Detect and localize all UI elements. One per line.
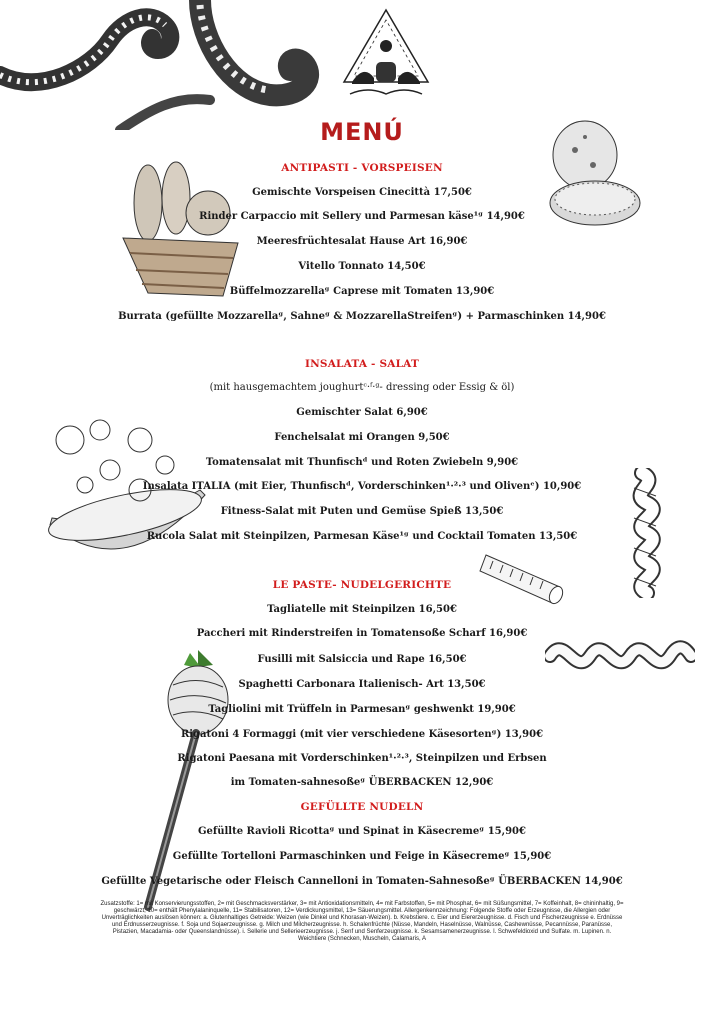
- octopus-tentacles-illustration: [0, 0, 330, 130]
- menu-item: Rigatoni Paesana mit Vorderschinken¹·²·³, Steinpilzen und Erbsen: [177, 753, 547, 764]
- section-heading-paste: LE PASTE- NUDELGERICHTE: [272, 579, 452, 591]
- menu-item: Rigatoni 4 Formaggi (mit vier verschiedene Käsesortenᵍ) 13,90€: [180, 729, 544, 740]
- allergen-footnote: Zusatzstoffe: 1= mit Konservierungsstoffen, 2= mit Geschmacksverstärker, 3= mit Antioxidationsmitteln, 4= mit Farbstoffen, 5= mit Phosphat, 6= mit Süßungsmittel, 7= Koffeinhalt, 8= chininhaltig, 9= geschwärzt, 10= enthält Phenylalaninquelle, 11= Stabilisatoren, 12= Verdickungsmittel, 13= Säuerungsmittel. Allergenkennzeichnung: Folgende Stoffe oder Erzeugnisse, die Allergien oder Unverträglichkeiten auslösen können: a. Glutenhaltiges Getreide: Weizen (wie Dinkel und Khorasan-Weizen). b. Krebstiere. c. Eier und Eiererzeugnisse. d. Fisch und Fischerzeugnisse e. Erdnüsse und Erdnusserzeugnisse. f. Soja und Sojaerzeugnisse. g. Milch und Milcherzeugnisse. h. Schalenfrüchte (Nüsse, Mandeln, Haselnüsse, Walnüsse, Cashewnüsse, Pecannüsse, Paranüsse, Pistazien, Macadamia- oder Queenslandnüsse). i. Sellerie und Sellerieerzeugnisse. j. Senf und Senferzeugnisse. k. Sesamsamenerzeugnisse. l. Schwefeldioxid und Sulfate. m. Lupinen. n. Weichtiere (Schnecken, Muscheln, Calamaris, A: [100, 901, 624, 942]
- rigatoni-illustration: [478, 545, 568, 605]
- restaurant-logo: [338, 6, 434, 100]
- menu-item: Gemischter Salat 6,90€: [296, 407, 428, 418]
- menu-item: Fitness-Salat mit Puten und Gemüse Spieß 13,50€: [220, 506, 504, 517]
- menu-item: im Tomaten-sahnesoßeᵍ ÜBERBACKEN 12,90€: [230, 777, 494, 788]
- menu-item: Insalata ITALIA (mit Eier, Thunfischᵈ, Vorderschinken¹·²·³ und Olivenᵉ) 10,90€: [142, 481, 582, 492]
- menu-item: Gemischte Vorspeisen Cinecittà 17,50€: [252, 187, 472, 198]
- menu-item: Fenchelsalat mi Orangen 9,50€: [274, 432, 450, 443]
- section-note: (mit hausgemachtem joughurtᶜ·ᶠ·ᵍ- dressing oder Essig & öl): [209, 382, 515, 393]
- bread-basket-illustration: [118, 158, 248, 298]
- menu-item: Fusilli mit Salsiccia und Rape 16,50€: [257, 654, 467, 665]
- menu-item: Rucola Salat mit Steinpilzen, Parmesan Käse¹ᵍ und Cocktail Tomaten 13,50€: [146, 531, 578, 542]
- menu-item: Gefüllte Tortelloni Parmaschinken und Feige in Käsecremeᵍ 15,90€: [172, 851, 552, 862]
- menu-title: MENÚ: [320, 118, 404, 146]
- section-heading-insalata: INSALATA - SALAT: [305, 358, 419, 370]
- menu-item: Meeresfrüchtesalat Hause Art 16,90€: [256, 236, 468, 247]
- menu-item: Tagliatelle mit Steinpilzen 16,50€: [267, 604, 457, 615]
- menu-item: Gefüllte Ravioli Ricottaᵍ und Spinat in Käsecremeᵍ 15,90€: [198, 826, 526, 837]
- section-heading-gefuellte: GEFÜLLTE NUDELN: [300, 801, 424, 813]
- menu-item: Büffelmozzarellaᵍ Caprese mit Tomaten 13,90€: [229, 286, 495, 297]
- menu-item: Burrata (gefüllte Mozzarellaᵍ, Sahneᵍ & MozzarellaStreifenᵍ) + Parmaschinken 14,90€: [118, 311, 606, 322]
- menu-item: Gefüllte Vegetarische oder Fleisch Cannelloni in Tomaten-Sahnesoßeᵍ ÜBERBACKEN 14,90€: [101, 876, 623, 887]
- menu-item: Tagliolini mit Trüffeln in Parmesanᵍ geshwenkt 19,90€: [208, 704, 516, 715]
- menu-item: Paccheri mit Rinderstreifen in Tomatensoße Scharf 16,90€: [196, 628, 528, 639]
- menu-item: Vitello Tonnato 14,50€: [298, 261, 426, 272]
- menu-item: Tomatensalat mit Thunfischᵈ und Roten Zwiebeln 9,90€: [205, 457, 519, 468]
- section-heading-antipasti: ANTIPASTI - VORSPEISEN: [281, 162, 443, 174]
- menu-item: Rinder Carpaccio mit Sellery und Parmesan käse¹ᵍ 14,90€: [199, 211, 525, 222]
- menu-item: Spaghetti Carbonara Italienisch- Art 13,50€: [238, 679, 486, 690]
